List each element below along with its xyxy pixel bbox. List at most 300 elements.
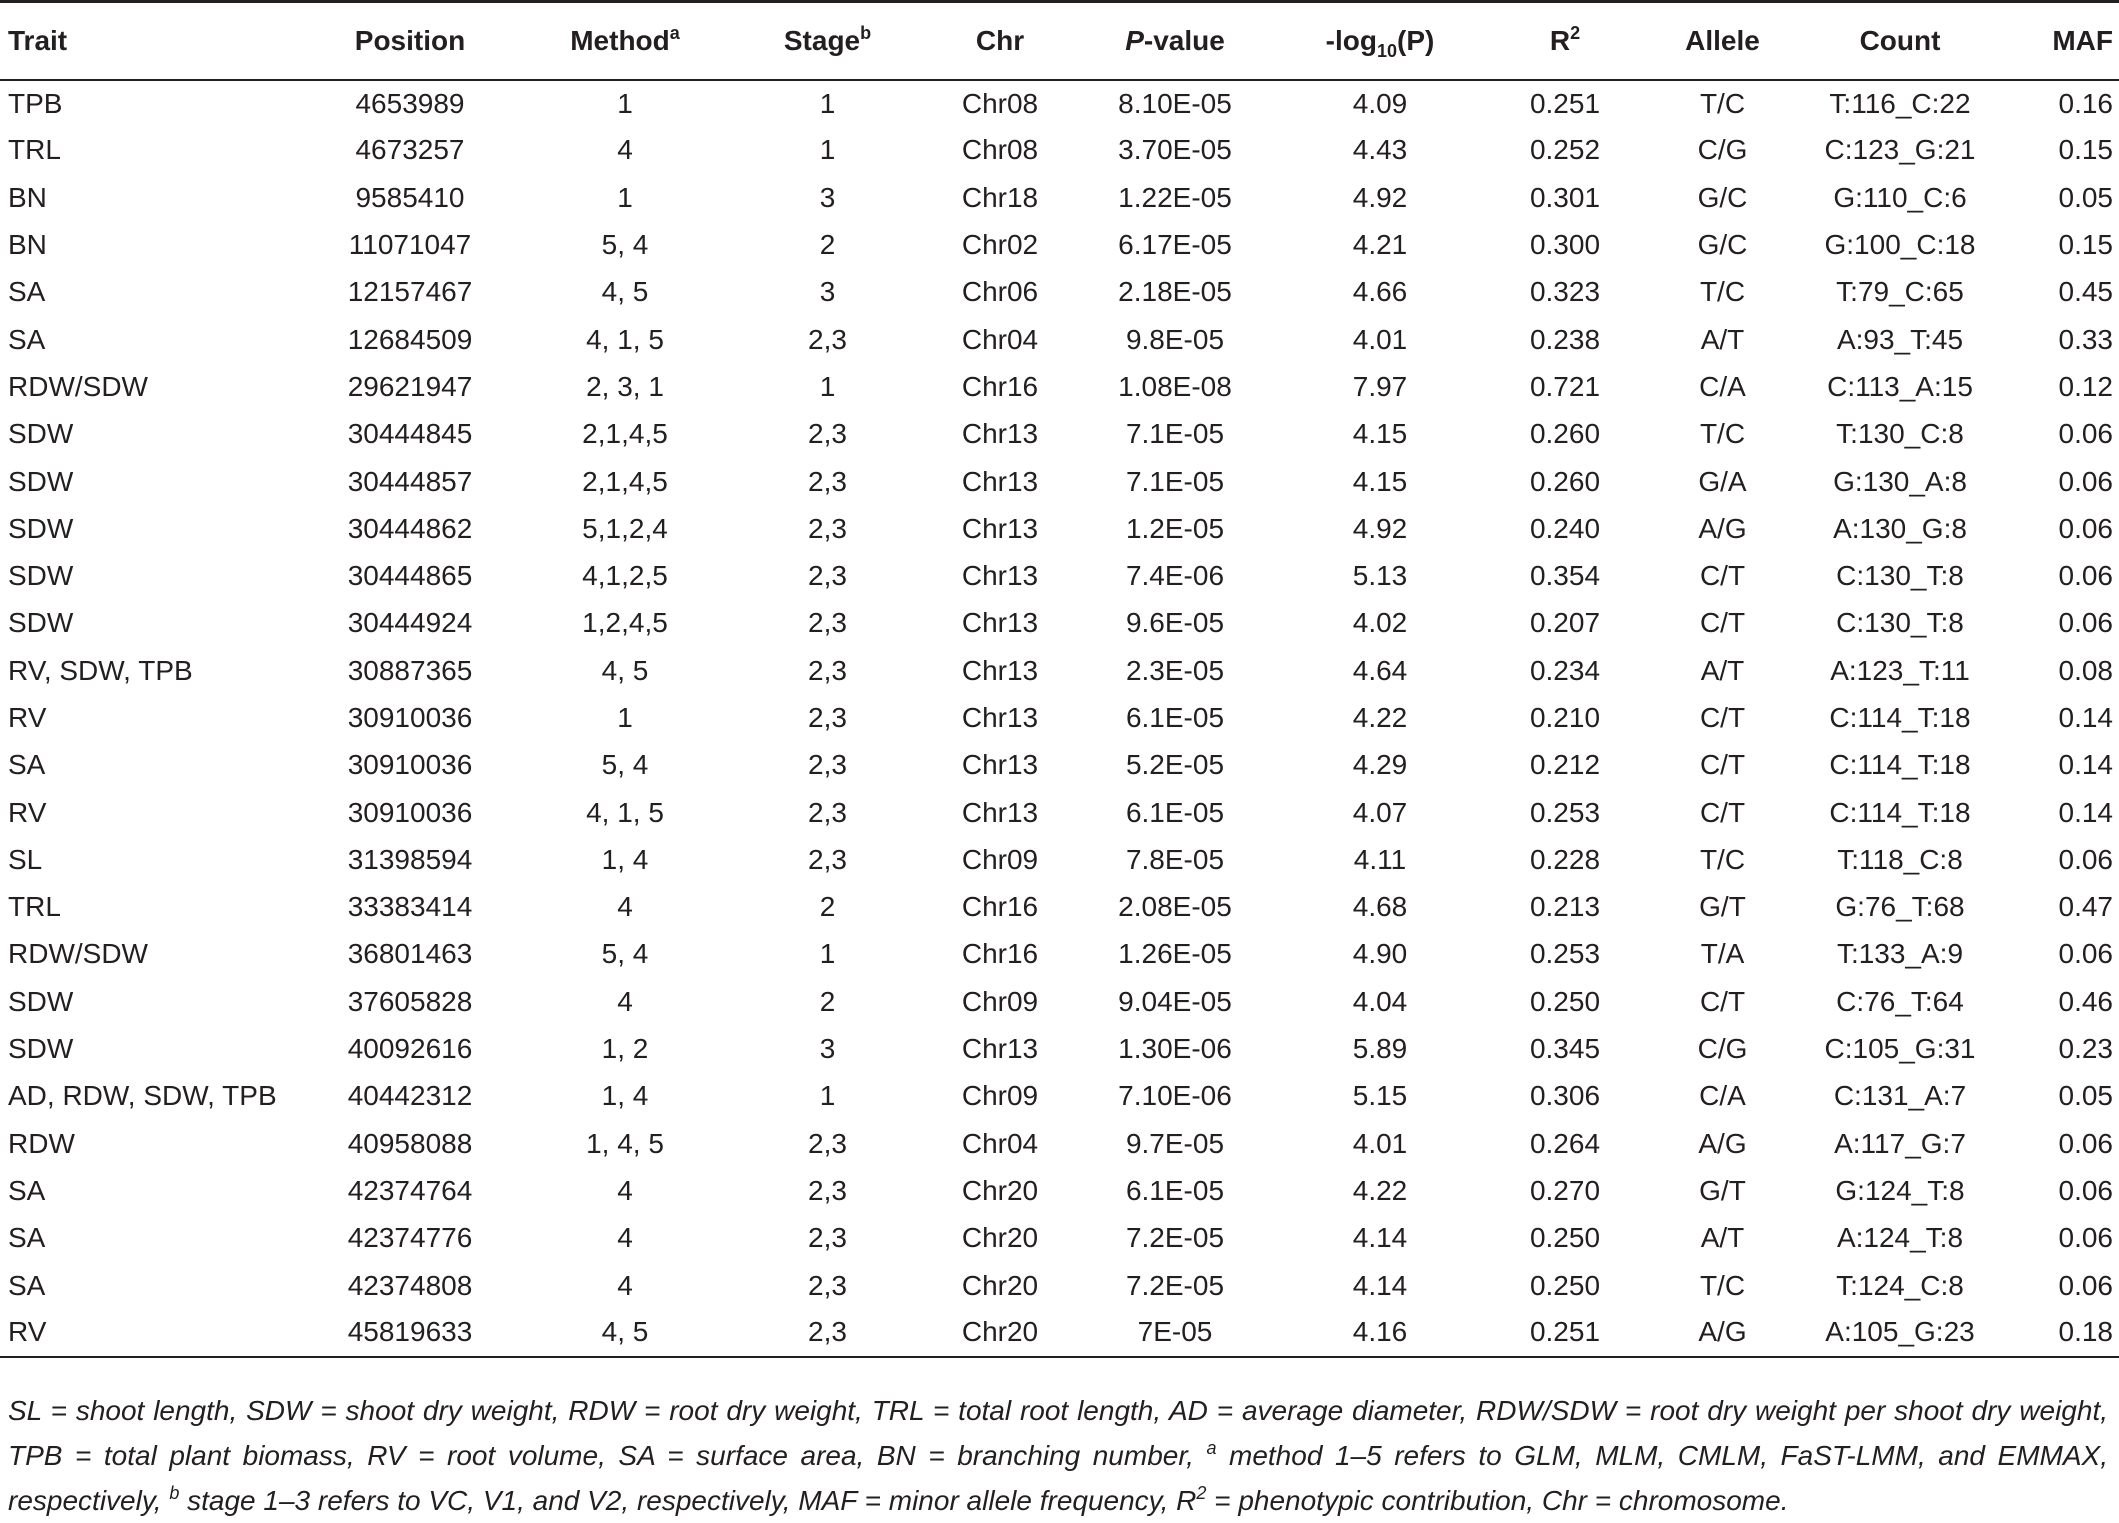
table-row: [0, 694, 2119, 741]
cell-stage: 2,3: [808, 607, 847, 639]
cell-allele: A/G: [1698, 1127, 1747, 1159]
cell-position: 30444924: [347, 607, 473, 639]
cell-trait: SDW: [8, 560, 74, 592]
cell-position: 30444845: [347, 418, 473, 450]
table-row: [0, 458, 2119, 505]
cell-r2: 0.253: [1529, 938, 1601, 970]
cell-chr: Chr20: [961, 1174, 1039, 1206]
table-row: [0, 884, 2119, 931]
cell-count: A:93_T:45: [1836, 323, 1964, 355]
cell-stage: 2,3: [808, 702, 847, 733]
cell-count: C:114_T:18: [1829, 702, 1971, 733]
cell-maf: 0.14: [2058, 702, 2113, 733]
cell-p-value: 7.2E-05: [1125, 1269, 1225, 1301]
cell-p-value: 9.7E-05: [1125, 1127, 1225, 1159]
cell-position: 42374776: [347, 1222, 473, 1254]
cell-p-value: 7.1E-05: [1125, 465, 1225, 497]
cell-trait: SDW: [8, 607, 74, 639]
cell-count: T:133_A:9: [1836, 938, 1964, 970]
cell-r2: 0.238: [1529, 323, 1601, 355]
cell-p-value: 3.70E-05: [1118, 134, 1232, 166]
cell-chr: Chr20: [961, 1222, 1039, 1254]
cell-trait: RDW/SDW: [8, 370, 148, 402]
table-row: [0, 1120, 2119, 1167]
cell-position: 36801463: [347, 938, 473, 970]
cell-trait: TRL: [8, 891, 61, 923]
cell-allele: G/T: [1699, 891, 1746, 923]
table-row: [0, 411, 2119, 458]
cell-position: 30910036: [347, 702, 473, 733]
cell-r2: 0.250: [1529, 1222, 1601, 1254]
cell-allele: A/T: [1700, 654, 1745, 686]
cell-chr: Chr18: [961, 181, 1039, 213]
cell-chr: Chr08: [961, 87, 1039, 119]
cell-maf: 0.06: [2058, 938, 2113, 970]
table-row: [0, 931, 2119, 978]
cell-chr: Chr13: [961, 702, 1039, 733]
cell-maf: 0.46: [2058, 985, 2113, 1017]
cell-position: 11071047: [348, 229, 472, 261]
cell-neglog10p: 4.02: [1352, 607, 1408, 639]
cell-chr: Chr04: [961, 323, 1039, 355]
cell-trait: AD, RDW, SDW, TPB: [8, 1080, 277, 1112]
cell-chr: Chr20: [961, 1269, 1039, 1301]
cell-chr: Chr13: [961, 749, 1039, 781]
cell-maf: 0.06: [2058, 418, 2113, 450]
cell-method: 5, 4: [601, 749, 649, 781]
cell-maf: 0.05: [2058, 181, 2113, 213]
header-count: Count: [1800, 2, 2000, 80]
cell-r2: 0.354: [1529, 560, 1601, 592]
cell-method: 4: [617, 1174, 633, 1206]
cell-r2: 0.721: [1529, 370, 1601, 402]
table-row: [0, 600, 2119, 647]
cell-trait: SA: [8, 749, 46, 781]
cell-stage: 2: [819, 229, 836, 261]
header-method: Method$^a$: [520, 2, 730, 80]
cell-r2: 0.228: [1529, 843, 1601, 875]
cell-r2: 0.260: [1529, 465, 1601, 497]
cell-chr: Chr16: [961, 370, 1039, 402]
cell-method: 4: [617, 134, 633, 166]
cell-allele: A/G: [1645, 1309, 1800, 1356]
cell-position: 12157467: [347, 276, 473, 308]
cell-neglog10p: 4.90: [1352, 938, 1408, 970]
cell-position: 40092616: [347, 1033, 473, 1065]
cell-position: 30887365: [347, 654, 473, 686]
cell-position: 42374808: [347, 1269, 473, 1301]
cell-chr: Chr13: [961, 465, 1039, 497]
cell-count: T:118_C:8: [1837, 843, 1963, 875]
header-allele: Allele: [1645, 2, 1800, 80]
cell-p-value: 2.18E-05: [1118, 276, 1232, 308]
cell-maf: 0.06: [2058, 560, 2113, 592]
cell-r2: 0.306: [1529, 1080, 1601, 1112]
table-row: [0, 174, 2119, 221]
cell-allele: G/T: [1699, 1174, 1746, 1206]
cell-method: 1, 4: [601, 843, 649, 875]
cell-count: G:130_A:8: [1833, 465, 1967, 497]
cell-position: 30910036: [347, 796, 473, 828]
header-neglog10p: $-\log_{10}(P)$: [1275, 2, 1485, 80]
cell-maf: 0.06: [2058, 1174, 2113, 1206]
cell-neglog10p: 4.11: [1353, 843, 1407, 875]
cell-position: 30444865: [347, 560, 473, 592]
cell-trait: RDW: [8, 1127, 75, 1159]
cell-r2: 0.253: [1529, 796, 1601, 828]
table-footnote: SL = shoot length, SDW = shoot dry weight, RDW = root dry weight, TRL = total root length, AD = average diameter, RDW/SDW = root dry weight per shoot dry weight, TPB = total plant biomass, RV = root volume, SA = surface area, BN = branching number, $^a$ method 1–5 refers to GLM, MLM, CMLM, FaST-LMM, and EMMAX, respectively, $^b$ stage 1–3 refers to VC, V1, and V2, respectively, MAF = minor allele frequency, $R^2$ = phenotypic contribution, Chr = chromosome.: [8, 1395, 2108, 1516]
cell-count: C:113_A:15: [1827, 370, 1973, 402]
cell-r2: 0.213: [1529, 891, 1601, 923]
cell-count: C:114_T:18: [1829, 749, 1971, 781]
cell-r2: 0.323: [1529, 276, 1601, 308]
cell-maf: 0.08: [2058, 654, 2113, 686]
cell-trait: SA: [8, 323, 46, 355]
cell-trait: BN: [8, 229, 47, 261]
cell-p-value: 9.6E-05: [1125, 607, 1225, 639]
cell-p-value: 7.2E-05: [1125, 1222, 1225, 1254]
cell-method: 4: [617, 891, 633, 923]
cell-p-value: 9.04E-05: [1118, 985, 1232, 1017]
cell-stage: 2,3: [808, 512, 847, 544]
cell-allele: G/C: [1697, 229, 1748, 261]
cell-method: 5, 4: [601, 229, 649, 261]
cell-maf: 0.45: [2058, 276, 2113, 308]
cell-r2: 0.251: [1485, 1309, 1645, 1356]
header-stage: Stage$^b$: [730, 2, 925, 80]
cell-maf: 0.23: [2058, 1033, 2113, 1065]
cell-p-value: 7.10E-06: [1118, 1080, 1232, 1112]
cell-r2: 0.212: [1529, 749, 1601, 781]
cell-count: G:124_T:8: [1835, 1174, 1965, 1206]
cell-count: G:110_C:6: [1833, 181, 1967, 213]
cell-neglog10p: 4.15: [1352, 418, 1408, 450]
cell-r2: 0.260: [1529, 418, 1601, 450]
table-row: [0, 221, 2119, 268]
cell-allele: C/T: [1699, 749, 1746, 781]
cell-allele: C/T: [1699, 560, 1746, 592]
cell-method: 1, 2: [601, 1033, 649, 1065]
cell-method: 4: [617, 1222, 633, 1254]
cell-neglog10p: 5.13: [1352, 560, 1408, 592]
cell-trait: RV: [8, 702, 47, 733]
cell-stage: 3: [819, 1033, 836, 1065]
cell-p-value: 1.30E-06: [1118, 1033, 1232, 1065]
cell-position: 31398594: [347, 843, 473, 875]
cell-count: A:117_G:7: [1834, 1127, 1966, 1159]
cell-trait: SDW: [8, 465, 74, 497]
cell-position: 4653989: [355, 87, 465, 119]
cell-position: 29621947: [347, 370, 473, 402]
cell-stage: 2,3: [808, 796, 847, 828]
cell-neglog10p: 7.97: [1352, 370, 1408, 402]
cell-chr: Chr13: [961, 512, 1039, 544]
table-row: [0, 1262, 2119, 1309]
cell-trait: TRL: [8, 134, 61, 166]
cell-maf: 0.06: [2058, 843, 2113, 875]
cell-stage: 1: [819, 938, 836, 970]
header-maf: MAF: [2000, 2, 2119, 80]
cell-p-value: 1.26E-05: [1118, 938, 1232, 970]
header-position: Position: [300, 2, 520, 80]
cell-chr: Chr06: [961, 276, 1039, 308]
cell-allele: A/T: [1700, 1222, 1745, 1254]
table-body: [0, 80, 2119, 1357]
cell-maf: 0.05: [2058, 1080, 2113, 1112]
table-row: [0, 978, 2119, 1025]
cell-maf: 0.47: [2058, 891, 2113, 923]
cell-p-value: 8.10E-05: [1118, 87, 1232, 119]
cell-trait: SDW: [8, 418, 74, 450]
cell-position: 40442312: [347, 1080, 473, 1112]
cell-p-value: 1.08E-08: [1118, 370, 1232, 402]
cell-position: 37605828: [347, 985, 473, 1017]
cell-chr: Chr13: [961, 607, 1039, 639]
cell-neglog10p: 4.21: [1352, 229, 1408, 261]
cell-count: G:76_T:68: [1835, 891, 1965, 923]
cell-maf: 0.18: [2000, 1309, 2119, 1356]
cell-stage: 1: [819, 134, 836, 166]
cell-p-value: 1.22E-05: [1118, 181, 1232, 213]
cell-trait: SA: [8, 1222, 46, 1254]
cell-neglog10p: 4.15: [1352, 465, 1408, 497]
cell-neglog10p: 5.89: [1352, 1033, 1408, 1065]
cell-p-value: 7.1E-05: [1125, 418, 1225, 450]
cell-r2: 0.301: [1529, 181, 1601, 213]
table-row: [0, 1309, 2119, 1356]
cell-allele: G/C: [1697, 181, 1748, 213]
table-row: [0, 552, 2119, 599]
cell-neglog10p: 5.15: [1352, 1080, 1408, 1112]
table-row: [0, 1167, 2119, 1214]
cell-chr: Chr16: [961, 938, 1039, 970]
cell-trait: SL: [8, 843, 43, 875]
cell-stage: 3: [819, 181, 836, 213]
cell-r2: 0.251: [1529, 87, 1601, 119]
cell-position: 30444862: [347, 512, 473, 544]
cell-maf: 0.06: [2058, 512, 2113, 544]
table-row: [0, 269, 2119, 316]
cell-method: 2, 3, 1: [586, 370, 664, 402]
cell-method: 4: [617, 1269, 633, 1301]
cell-neglog10p: 4.14: [1352, 1222, 1408, 1254]
cell-position: 33383414: [347, 891, 473, 923]
cell-neglog10p: 4.64: [1352, 654, 1408, 686]
cell-position: 9585410: [355, 181, 465, 213]
cell-stage: 1: [819, 1080, 836, 1112]
cell-method: 4,1,2,5: [582, 560, 668, 592]
cell-neglog10p: 4.92: [1352, 512, 1408, 544]
cell-r2: 0.210: [1529, 702, 1601, 733]
cell-r2: 0.250: [1529, 1269, 1601, 1301]
cell-stage: 2: [819, 891, 836, 923]
cell-stage: 2,3: [808, 560, 847, 592]
cell-method: 4, 5: [520, 1309, 730, 1356]
cell-chr: Chr09: [961, 843, 1039, 875]
cell-method: 1, 4: [601, 1080, 649, 1112]
cell-allele: T/C: [1699, 276, 1746, 308]
cell-p-value: 7E-05: [1075, 1309, 1275, 1356]
table-row: [0, 1073, 2119, 1120]
cell-trait: SDW: [8, 985, 74, 1017]
header-pvalue: P-value: [1075, 2, 1275, 80]
cell-maf: 0.14: [2058, 749, 2113, 781]
cell-chr: Chr20: [925, 1309, 1075, 1356]
cell-trait: SDW: [8, 1033, 74, 1065]
cell-trait: SA: [8, 276, 46, 308]
cell-count: T:116_C:22: [1829, 87, 1971, 119]
cell-trait: RDW/SDW: [8, 938, 148, 970]
cell-chr: Chr13: [961, 796, 1039, 828]
cell-stage: 2,3: [808, 418, 847, 450]
cell-maf: 0.12: [2058, 370, 2113, 402]
cell-method: 4, 1, 5: [586, 323, 664, 355]
cell-count: C:114_T:18: [1829, 796, 1971, 828]
cell-stage: 1: [819, 370, 836, 402]
cell-maf: 0.06: [2058, 607, 2113, 639]
cell-count: C:130_T:8: [1836, 560, 1964, 592]
cell-neglog10p: 4.09: [1352, 87, 1408, 119]
cell-trait: SDW: [8, 512, 74, 544]
cell-method: 2,1,4,5: [582, 465, 668, 497]
cell-maf: 0.14: [2058, 796, 2113, 828]
cell-chr: Chr04: [961, 1127, 1039, 1159]
cell-maf: 0.15: [2058, 134, 2113, 166]
cell-r2: 0.270: [1529, 1174, 1601, 1206]
cell-maf: 0.06: [2058, 1269, 2113, 1301]
cell-count: C:130_T:8: [1836, 607, 1964, 639]
cell-stage: 2: [819, 985, 836, 1017]
cell-trait: BN: [8, 181, 47, 213]
cell-p-value: 7.8E-05: [1125, 843, 1225, 875]
cell-method: 4, 1, 5: [586, 796, 664, 828]
cell-neglog10p: 4.22: [1352, 702, 1408, 733]
cell-stage: 2,3: [808, 1174, 847, 1206]
cell-maf: 0.15: [2058, 229, 2113, 261]
cell-stage: 2,3: [808, 749, 847, 781]
cell-method: 4, 5: [601, 276, 649, 308]
cell-p-value: 2.3E-05: [1125, 654, 1225, 686]
cell-maf: 0.06: [2058, 1222, 2113, 1254]
cell-allele: T/A: [1700, 938, 1745, 970]
cell-neglog10p: 4.22: [1352, 1174, 1408, 1206]
cell-p-value: 6.1E-05: [1125, 702, 1225, 733]
cell-allele: A/G: [1698, 512, 1747, 544]
cell-neglog10p: 4.66: [1352, 276, 1408, 308]
cell-r2: 0.234: [1529, 654, 1601, 686]
cell-method: 1, 4, 5: [586, 1127, 664, 1159]
cell-method: 1: [617, 181, 633, 213]
cell-count: A:105_G:23: [1800, 1309, 2000, 1356]
cell-allele: G/A: [1698, 465, 1747, 497]
cell-stage: 2,3: [808, 465, 847, 497]
cell-allele: T/C: [1699, 1269, 1746, 1301]
cell-count: G:100_C:18: [1824, 229, 1976, 261]
cell-p-value: 6.1E-05: [1125, 796, 1225, 828]
table-row: [0, 789, 2119, 836]
cell-count: C:123_G:21: [1824, 134, 1976, 166]
table-row: [0, 363, 2119, 410]
cell-stage: 2,3: [808, 843, 847, 875]
table-row: [0, 80, 2119, 127]
cell-allele: T/C: [1699, 418, 1746, 450]
cell-stage: 2,3: [808, 1127, 847, 1159]
cell-p-value: 2.08E-05: [1118, 891, 1232, 923]
cell-chr: Chr08: [961, 134, 1039, 166]
cell-neglog10p: 4.04: [1352, 985, 1408, 1017]
cell-method: 1: [617, 702, 633, 733]
cell-position: 12684509: [347, 323, 473, 355]
cell-p-value: 7.4E-06: [1125, 560, 1225, 592]
cell-r2: 0.207: [1529, 607, 1601, 639]
cell-r2: 0.250: [1529, 985, 1601, 1017]
cell-trait: SA: [8, 1174, 46, 1206]
cell-chr: Chr09: [961, 1080, 1039, 1112]
cell-method: 5,1,2,4: [582, 512, 668, 544]
cell-position: 40958088: [347, 1127, 473, 1159]
cell-chr: Chr16: [961, 891, 1039, 923]
cell-position: 45819633: [300, 1309, 520, 1356]
cell-count: C:105_G:31: [1824, 1033, 1976, 1065]
cell-r2: 0.252: [1529, 134, 1601, 166]
cell-maf: 0.16: [2058, 87, 2113, 119]
cell-neglog10p: 4.43: [1352, 134, 1408, 166]
cell-trait: RV: [0, 1309, 300, 1356]
cell-chr: Chr13: [961, 560, 1039, 592]
cell-chr: Chr02: [961, 229, 1039, 261]
table-row: [0, 1025, 2119, 1072]
cell-p-value: 6.1E-05: [1125, 1174, 1225, 1206]
cell-neglog10p: 4.29: [1352, 749, 1408, 781]
cell-neglog10p: 4.14: [1352, 1269, 1408, 1301]
cell-method: 4, 5: [601, 654, 649, 686]
cell-r2: 0.300: [1529, 229, 1601, 261]
cell-allele: C/A: [1699, 370, 1746, 402]
cell-method: 1: [617, 87, 633, 119]
cell-count: T:130_C:8: [1836, 418, 1964, 450]
cell-p-value: 5.2E-05: [1125, 749, 1225, 781]
cell-count: A:123_T:11: [1830, 654, 1970, 686]
header-chr: Chr: [925, 2, 1075, 80]
cell-stage: 2,3: [730, 1309, 925, 1356]
cell-r2: 0.264: [1529, 1127, 1601, 1159]
cell-trait: RV: [8, 796, 47, 828]
cell-p-value: 1.2E-05: [1125, 512, 1225, 544]
table-row: [0, 647, 2119, 694]
cell-allele: C/T: [1699, 985, 1746, 1017]
header-row: [0, 2, 2119, 80]
cell-allele: T/C: [1699, 843, 1746, 875]
cell-neglog10p: 4.07: [1352, 796, 1408, 828]
cell-maf: 0.06: [2058, 465, 2113, 497]
header-trait: Trait: [0, 2, 300, 80]
cell-allele: C/T: [1699, 702, 1746, 733]
cell-method: 1,2,4,5: [582, 607, 668, 639]
cell-trait: SA: [8, 1269, 46, 1301]
cell-chr: Chr13: [961, 654, 1039, 686]
cell-chr: Chr13: [961, 418, 1039, 450]
table-row: [0, 127, 2119, 174]
table-row: [0, 505, 2119, 552]
cell-stage: 3: [819, 276, 836, 308]
cell-method: 4: [617, 985, 633, 1017]
table-row: [0, 742, 2119, 789]
cell-r2: 0.240: [1529, 512, 1601, 544]
table-row: [0, 316, 2119, 363]
table-row: [0, 1215, 2119, 1262]
cell-position: 42374764: [347, 1174, 473, 1206]
cell-stage: 2,3: [808, 1222, 847, 1254]
